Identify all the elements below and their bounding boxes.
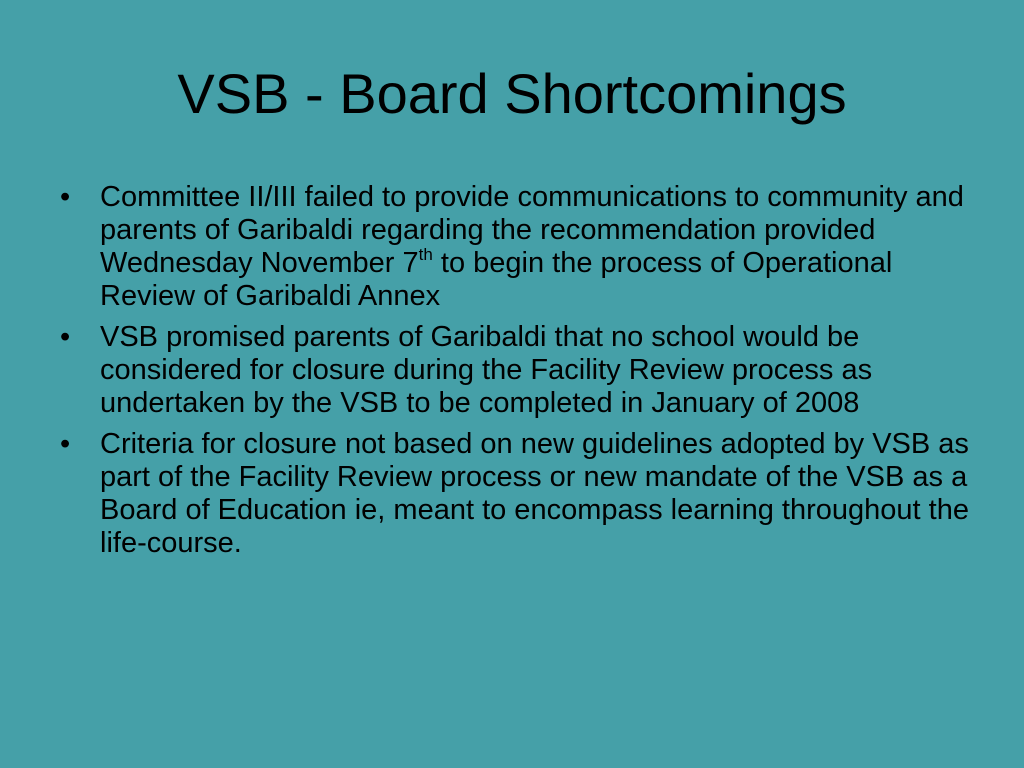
bullet-marker: •: [60, 321, 71, 353]
bullet-text-part: Committee II/III failed to provide communications to community and parents of Garibaldi regarding the recommendation provided Wednesday November 7: [100, 181, 964, 279]
bullet-item: [56, 428, 976, 560]
bullet-item: [56, 321, 976, 420]
bullet-text: Criteria for closure not based on new guidelines adopted by VSB as part of the Facility Review process or new mandate of the VSB as a Board of Education ie, meant to encompass learning throughout the life-course.: [100, 428, 969, 559]
bullet-marker: •: [60, 181, 71, 213]
bullet-marker: •: [60, 428, 71, 460]
bullet-list: [56, 181, 976, 568]
bullet-text: VSB promised parents of Garibaldi that no school would be considered for closure during the Facility Review process as undertaken by the VSB to be completed in January of 2008: [100, 321, 873, 419]
slide-title: VSB - Board Shortcomings: [177, 62, 847, 125]
bullet-item: [56, 181, 976, 313]
ordinal-superscript: th: [418, 245, 433, 264]
bullet-text-part: to begin the process of Operational Review of Garibaldi Annex: [100, 247, 893, 312]
